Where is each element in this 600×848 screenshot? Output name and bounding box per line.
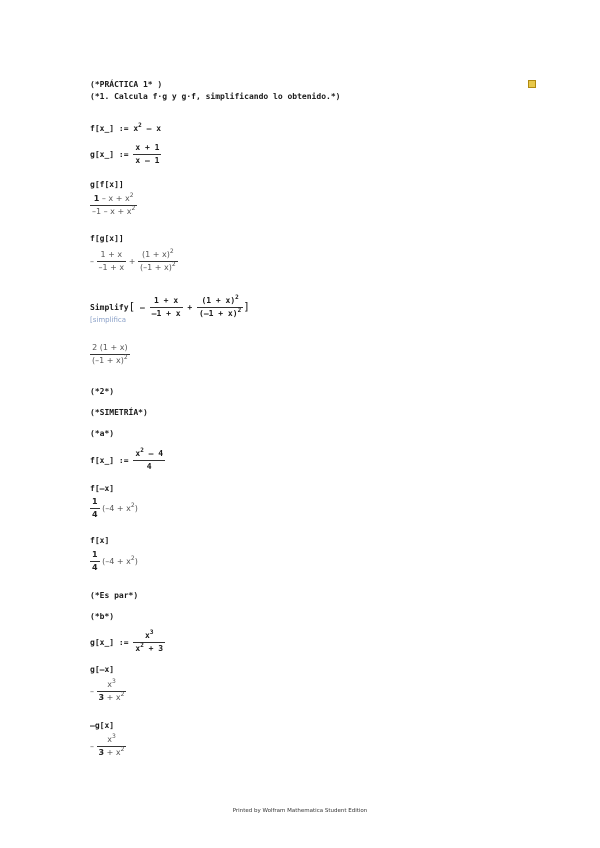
input-f-definition[interactable]: f[x_] := $x^2$ – x xyxy=(90,122,162,133)
cell-marker-icon[interactable] xyxy=(528,80,536,88)
output-f-of-minus-x: $\frac{1}{4}$ $(-4 + x^2)$ xyxy=(92,497,138,519)
input-f-of-x[interactable]: f[x] xyxy=(90,536,110,545)
output-g-of-minus-x: – $\frac{x^3}{3 + x^2}$ xyxy=(90,678,125,702)
comment-exercise-1: (*1. Calcula f·g y g·f, simplificando lo obtenido.*) xyxy=(90,92,341,101)
output-simplify: $\frac{2 (1 + x)}{(-1 + x)^2}$ xyxy=(92,343,128,365)
input-g-of-minus-x[interactable]: g[–x] xyxy=(90,665,115,674)
input-g-of-f[interactable]: g[f[x]] xyxy=(90,180,124,189)
comment-practica: (*PRÁCTICA 1* ) xyxy=(90,80,163,89)
input-f-of-minus-x[interactable]: f[–x] xyxy=(90,484,115,493)
input-f-of-g[interactable]: f[g[x]] xyxy=(90,234,124,243)
output-f-of-x: $\frac{1}{4}$ $(-4 + x^2)$ xyxy=(92,550,138,572)
input-g2-definition[interactable]: g[x_] := $\frac{x^3}{x^2 + 3}$ xyxy=(90,629,164,653)
comment-a: (*a*) xyxy=(90,429,115,438)
input-minus-g-of-x[interactable]: –g[x] xyxy=(90,721,115,730)
output-f-of-g: – $\frac{1 + x}{-1 + x}$ + $\frac{(1 + x)^2}{(-1 + x)^2}$ xyxy=(90,248,176,272)
comment-simetria: (*SIMETRÍA*) xyxy=(90,408,148,417)
output-g-of-f: $\frac{1 - x + x^2}{-1 - x + x^2}$ xyxy=(92,192,136,216)
input-f2-definition[interactable]: f[x_] := $\frac{x^2 - 4}{4}$ xyxy=(90,447,164,471)
input-g-definition[interactable]: g[x_] := $\frac{x + 1}{x - 1}$ xyxy=(90,143,160,165)
comment-b: (*b*) xyxy=(90,612,115,621)
comment-2: (*2*) xyxy=(90,387,115,396)
output-minus-g-of-x: – $\frac{x^3}{3 + x^2}$ xyxy=(90,733,125,757)
simplify-autocomplete-hint: [simplifica xyxy=(90,316,127,324)
print-footer: Printed by Wolfram Mathematica Student Edition xyxy=(232,808,368,814)
input-simplify[interactable]: Simplify[ – $\frac{1 + x}{-1 + x}$ + $\frac{(1 + x)^2}{(-1 + x)^2}$ ] xyxy=(90,294,250,318)
comment-es-par: (*Es par*) xyxy=(90,591,139,600)
